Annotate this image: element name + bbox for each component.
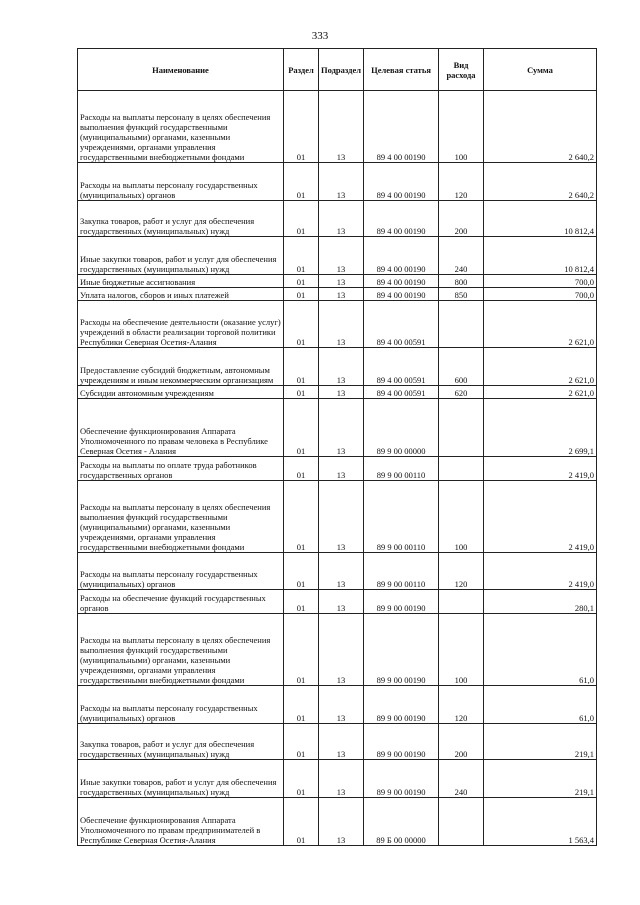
cell-subsection: 13 — [319, 686, 364, 724]
cell-sum: 2 640,2 — [484, 91, 597, 163]
cell-expense-type — [439, 457, 484, 481]
table-row — [78, 237, 597, 275]
header-section: Раздел — [284, 49, 319, 91]
table-row — [78, 275, 597, 288]
cell-expense-type: 800 — [439, 275, 484, 288]
cell-name: Расходы на обеспечение функций государственных органов — [78, 590, 284, 614]
cell-section: 01 — [284, 237, 319, 275]
cell-section: 01 — [284, 724, 319, 760]
header-article: Целевая статья — [364, 49, 439, 91]
cell-subsection: 13 — [319, 399, 364, 457]
cell-subsection: 13 — [319, 760, 364, 798]
header-sum: Сумма — [484, 49, 597, 91]
cell-sum: 2 621,0 — [484, 386, 597, 399]
cell-sum: 219,1 — [484, 724, 597, 760]
cell-sum: 700,0 — [484, 288, 597, 301]
cell-name: Расходы на выплаты персоналу в целях обеспечения выполнения функций государственными (муниципальными) органами, казенными учреждениями, органами управления государственными внебюджетными фондами — [78, 481, 284, 553]
cell-article: 89 4 00 00190 — [364, 163, 439, 201]
cell-subsection: 13 — [319, 348, 364, 386]
cell-section: 01 — [284, 275, 319, 288]
cell-article: 89 4 00 00190 — [364, 201, 439, 237]
cell-sum: 2 419,0 — [484, 553, 597, 590]
cell-sum: 700,0 — [484, 275, 597, 288]
cell-subsection: 13 — [319, 386, 364, 399]
cell-section: 01 — [284, 201, 319, 237]
cell-subsection: 13 — [319, 724, 364, 760]
table-row — [78, 399, 597, 457]
cell-article: 89 4 00 00190 — [364, 91, 439, 163]
table-row — [78, 457, 597, 481]
page-number: 333 — [311, 30, 329, 42]
cell-name: Расходы на выплаты персоналу государственных (муниципальных) органов — [78, 163, 284, 201]
cell-name: Субсидии автономным учреждениям — [78, 386, 284, 399]
cell-expense-type: 600 — [439, 348, 484, 386]
cell-expense-type: 200 — [439, 201, 484, 237]
cell-subsection: 13 — [319, 457, 364, 481]
cell-section: 01 — [284, 163, 319, 201]
cell-name: Расходы на выплаты персоналу в целях обеспечения выполнения функций государственными (муниципальными) органами, казенными учреждениями, органами управления государственными внебюджетными фондами — [78, 614, 284, 686]
cell-expense-type: 620 — [439, 386, 484, 399]
cell-article: 89 9 00 00190 — [364, 590, 439, 614]
cell-section: 01 — [284, 288, 319, 301]
cell-subsection: 13 — [319, 288, 364, 301]
header-subsection: Подраздел — [319, 49, 364, 91]
cell-section: 01 — [284, 481, 319, 553]
cell-section: 01 — [284, 457, 319, 481]
cell-sum: 2 621,0 — [484, 348, 597, 386]
cell-subsection: 13 — [319, 590, 364, 614]
table-row — [78, 201, 597, 237]
cell-sum: 1 563,4 — [484, 798, 597, 846]
cell-sum: 2 640,2 — [484, 163, 597, 201]
cell-subsection: 13 — [319, 201, 364, 237]
cell-name: Иные закупки товаров, работ и услуг для обеспечения государственных (муниципальных) нужд — [78, 760, 284, 798]
cell-expense-type: 240 — [439, 237, 484, 275]
cell-article: 89 4 00 00190 — [364, 237, 439, 275]
cell-name: Уплата налогов, сборов и иных платежей — [78, 288, 284, 301]
cell-article: 89 4 00 00591 — [364, 348, 439, 386]
cell-article: 89 Б 00 00000 — [364, 798, 439, 846]
table-row — [78, 760, 597, 798]
cell-section: 01 — [284, 798, 319, 846]
cell-name: Иные закупки товаров, работ и услуг для обеспечения государственных (муниципальных) нужд — [78, 237, 284, 275]
cell-expense-type — [439, 798, 484, 846]
table-row — [78, 553, 597, 590]
cell-sum: 2 419,0 — [484, 481, 597, 553]
cell-sum: 280,1 — [484, 590, 597, 614]
cell-name: Расходы на обеспечение деятельности (оказание услуг) учреждений в области реализации торговой политики Республики Северная Осетия-Алания — [78, 301, 284, 348]
cell-expense-type: 100 — [439, 614, 484, 686]
cell-expense-type: 850 — [439, 288, 484, 301]
cell-article: 89 9 00 00190 — [364, 760, 439, 798]
cell-subsection: 13 — [319, 237, 364, 275]
cell-expense-type: 100 — [439, 91, 484, 163]
table-row — [78, 386, 597, 399]
cell-article: 89 9 00 00000 — [364, 399, 439, 457]
cell-expense-type: 120 — [439, 553, 484, 590]
cell-subsection: 13 — [319, 275, 364, 288]
cell-subsection: 13 — [319, 301, 364, 348]
cell-name: Расходы на выплаты персоналу в целях обеспечения выполнения функций государственными (муниципальными) органами, казенными учреждениями, органами управления государственными внебюджетными фондами — [78, 91, 284, 163]
cell-section: 01 — [284, 301, 319, 348]
cell-article: 89 9 00 00110 — [364, 457, 439, 481]
cell-subsection: 13 — [319, 163, 364, 201]
cell-expense-type: 200 — [439, 724, 484, 760]
cell-article: 89 9 00 00110 — [364, 553, 439, 590]
cell-article: 89 9 00 00110 — [364, 481, 439, 553]
cell-sum: 61,0 — [484, 614, 597, 686]
header-expense-type: Вид расхода — [439, 49, 484, 91]
cell-expense-type — [439, 590, 484, 614]
cell-subsection: 13 — [319, 798, 364, 846]
table-row — [78, 348, 597, 386]
cell-expense-type — [439, 301, 484, 348]
cell-article: 89 9 00 00190 — [364, 614, 439, 686]
cell-article: 89 4 00 00591 — [364, 386, 439, 399]
cell-subsection: 13 — [319, 481, 364, 553]
cell-sum: 2 419,0 — [484, 457, 597, 481]
cell-article: 89 4 00 00591 — [364, 301, 439, 348]
table-body — [78, 91, 597, 846]
cell-name: Расходы на выплаты по оплате труда работников государственных органов — [78, 457, 284, 481]
cell-article: 89 9 00 00190 — [364, 724, 439, 760]
cell-subsection: 13 — [319, 91, 364, 163]
table-row — [78, 481, 597, 553]
table-row — [78, 163, 597, 201]
table-header-row — [78, 49, 597, 91]
budget-table — [77, 48, 597, 846]
cell-name: Расходы на выплаты персоналу государственных (муниципальных) органов — [78, 553, 284, 590]
cell-section: 01 — [284, 399, 319, 457]
cell-expense-type — [439, 399, 484, 457]
cell-article: 89 4 00 00190 — [364, 288, 439, 301]
cell-expense-type: 100 — [439, 481, 484, 553]
table-row — [78, 301, 597, 348]
cell-name: Закупка товаров, работ и услуг для обеспечения государственных (муниципальных) нужд — [78, 724, 284, 760]
cell-sum: 10 812,4 — [484, 201, 597, 237]
table-row — [78, 798, 597, 846]
table-row — [78, 590, 597, 614]
table-row — [78, 91, 597, 163]
cell-sum: 2 621,0 — [484, 301, 597, 348]
cell-name: Иные бюджетные ассигнования — [78, 275, 284, 288]
header-name: Наименование — [78, 49, 284, 91]
cell-subsection: 13 — [319, 614, 364, 686]
cell-sum: 2 699,1 — [484, 399, 597, 457]
cell-subsection: 13 — [319, 553, 364, 590]
cell-name: Предоставление субсидий бюджетным, автономным учреждениям и иным некоммерческим организациям — [78, 348, 284, 386]
cell-name: Закупка товаров, работ и услуг для обеспечения государственных (муниципальных) нужд — [78, 201, 284, 237]
cell-sum: 61,0 — [484, 686, 597, 724]
cell-expense-type: 120 — [439, 163, 484, 201]
table-row — [78, 686, 597, 724]
cell-article: 89 9 00 00190 — [364, 686, 439, 724]
cell-section: 01 — [284, 590, 319, 614]
cell-name: Обеспечение функционирования Аппарата Уполномоченного по правам человека в Республике Северная Осетия - Алания — [78, 399, 284, 457]
cell-sum: 219,1 — [484, 760, 597, 798]
table-row — [78, 614, 597, 686]
cell-name: Расходы на выплаты персоналу государственных (муниципальных) органов — [78, 686, 284, 724]
cell-expense-type: 240 — [439, 760, 484, 798]
cell-section: 01 — [284, 553, 319, 590]
cell-section: 01 — [284, 386, 319, 399]
cell-section: 01 — [284, 760, 319, 798]
cell-section: 01 — [284, 348, 319, 386]
table-row — [78, 288, 597, 301]
cell-section: 01 — [284, 614, 319, 686]
cell-expense-type: 120 — [439, 686, 484, 724]
cell-name: Обеспечение функционирования Аппарата Уполномоченного по правам предпринимателей в Республике Северная Осетия-Алания — [78, 798, 284, 846]
cell-sum: 10 812,4 — [484, 237, 597, 275]
cell-section: 01 — [284, 686, 319, 724]
table-row — [78, 724, 597, 760]
cell-section: 01 — [284, 91, 319, 163]
cell-article: 89 4 00 00190 — [364, 275, 439, 288]
